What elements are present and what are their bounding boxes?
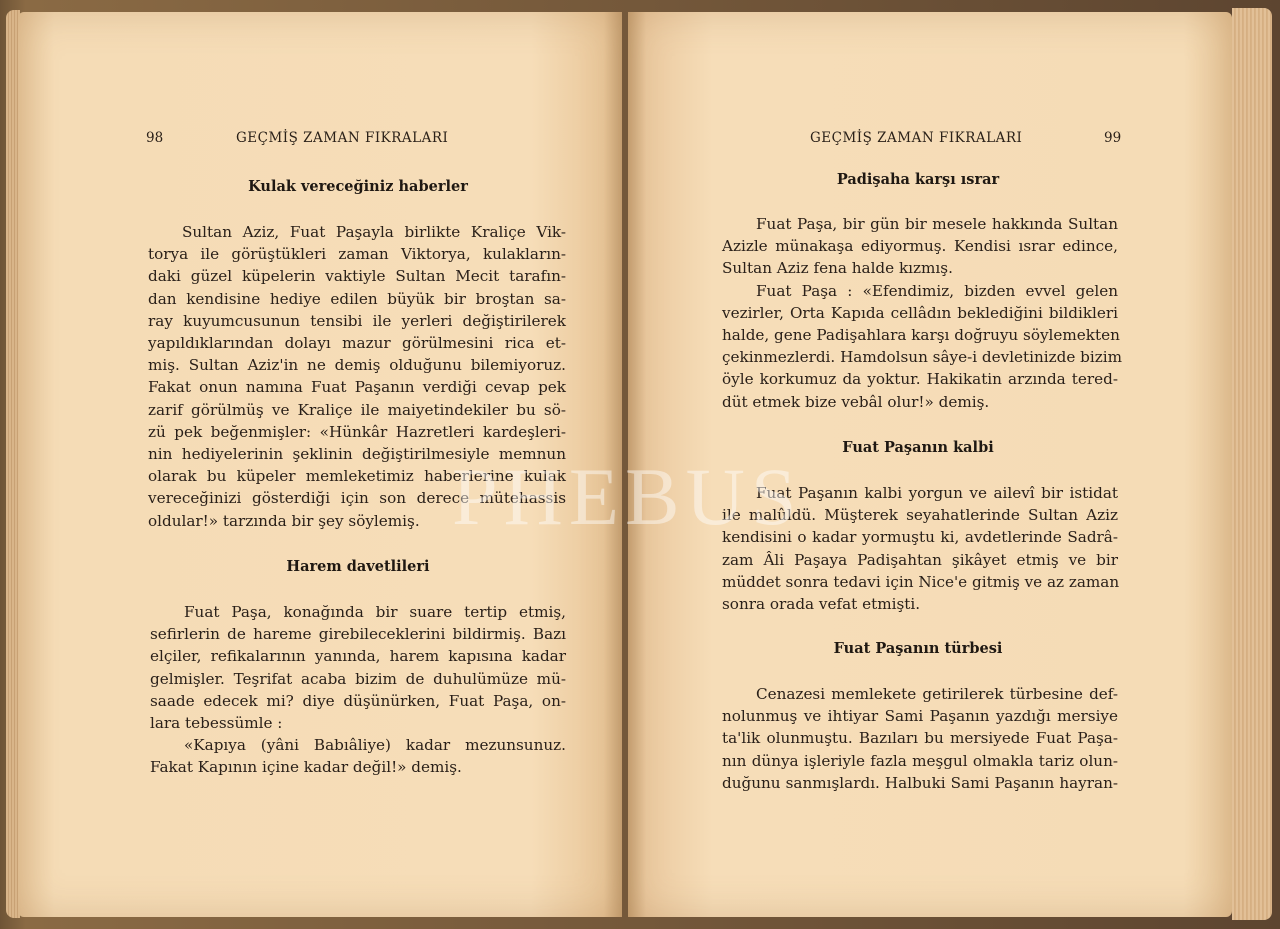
text-line: nin hediyelerinin şeklinin değiştirilmesiyle memnun bbox=[148, 445, 566, 464]
text-line: Sultan Aziz, Fuat Paşayla birlikte Kraliçe Vik- bbox=[182, 223, 566, 241]
text-line: halde, gene Padişahlara karşı doğruyu söylemekten bbox=[722, 326, 1120, 345]
text-line: duğunu sanmışlardı. Halbuki Sami Paşanın hayran- bbox=[722, 773, 1118, 792]
right-page-number: 99 bbox=[1104, 130, 1122, 146]
section-text bbox=[722, 213, 1123, 413]
left-page-number: 98 bbox=[146, 130, 164, 146]
section-heading: Harem davetlileri bbox=[286, 558, 430, 575]
text-line: olarak bu küpeler memleketimiz haberlerine kulak bbox=[148, 467, 566, 486]
text-line: kendisini o kadar yormuştu ki, avdetlerinde Sadrâ- bbox=[722, 528, 1118, 547]
text-line: Fakat Kapının içine kadar değil!» demiş. bbox=[150, 758, 462, 777]
text-line: Fuat Paşa : «Efendimiz, bizden evvel gelen bbox=[756, 281, 1118, 300]
text-line: zam Âli Paşaya Padişahtan şikâyet etmiş ve bir bbox=[722, 550, 1118, 569]
watermark: PHEBUS bbox=[452, 451, 803, 542]
text-line: vezirler, Orta Kapıda cellâdın beklediğini bildikleri bbox=[722, 303, 1118, 322]
text-line: miş. Sultan Aziz'in ne demiş olduğunu bilemiyoruz. bbox=[148, 356, 566, 375]
text-line: Fakat onun namına Fuat Paşanın verdiği cevap pek bbox=[148, 378, 566, 397]
text-line: sefirlerin de hareme girebileceklerini bildirmiş. Bazı bbox=[150, 625, 566, 644]
left-running-head: GEÇMİŞ ZAMAN FIKRALARI bbox=[236, 130, 449, 146]
text-line: daki güzel küpelerin vaktiyle Sultan Mecit tarafın- bbox=[148, 267, 566, 286]
text-line: vereceğinizi gösterdiği için son derece mütehassis bbox=[148, 489, 566, 508]
text-line: «Kapıya (yâni Babıâliye) kadar mezunsunuz. bbox=[184, 736, 566, 755]
text-line: elçiler, refikalarının yanında, harem kapısına kadar bbox=[150, 647, 566, 666]
text-line: dan kendisine hediye edilen büyük bir broştan sa- bbox=[148, 289, 566, 308]
text-line: düt etmek bize vebâl olur!» demiş. bbox=[722, 392, 990, 411]
section-text bbox=[722, 683, 1118, 794]
text-line: nın dünya işleriyle fazla meşgul olmakla tariz olun- bbox=[722, 751, 1118, 770]
text-line: Azizle münakaşa ediyormuş. Kendisi ısrar edince, bbox=[722, 237, 1118, 256]
text-line: zü pek beğenmişler: «Hünkâr Hazretleri kardeşleri- bbox=[148, 422, 566, 441]
text-line: müddet sonra tedavi için Nice'e gitmiş ve az zaman bbox=[722, 572, 1120, 591]
section-heading: Fuat Paşanın kalbi bbox=[842, 439, 994, 456]
text-line: nolunmuş ve ihtiyar Sami Paşanın yazdığı mersiye bbox=[722, 707, 1118, 726]
text-line: ta'lik olunmuştu. Bazıları bu mersiyede Fuat Paşa- bbox=[722, 729, 1118, 748]
section-heading: Padişaha karşı ısrar bbox=[836, 171, 1000, 188]
text-line: ray kuyumcusunun tensibi ile yerleri değiştirilerek bbox=[148, 311, 566, 330]
section-heading: Kulak vereceğiniz haberler bbox=[248, 178, 468, 195]
text-line: Sultan Aziz fena halde kızmış. bbox=[722, 259, 953, 278]
text-line: ile malûldü. Müşterek seyahatlerinde Sultan Aziz bbox=[722, 506, 1118, 525]
text-line: Fuat Paşa, bir gün bir mesele hakkında Sultan bbox=[756, 215, 1118, 233]
text-line: zarif görülmüş ve Kraliçe ile maiyetindekiler bu sö- bbox=[148, 400, 566, 419]
section-text bbox=[150, 601, 566, 779]
text-line: saade edecek mi? diye düşünürken, Fuat Paşa, on- bbox=[150, 691, 566, 710]
text-line: Fuat Paşa, konağında bir suare tertip etmiş, bbox=[184, 603, 566, 621]
text-line: sonra orada vefat etmişti. bbox=[722, 595, 921, 614]
text-line: Fuat Paşanın kalbi yorgun ve ailevî bir istidat bbox=[756, 484, 1118, 502]
text-line: lara tebessümle : bbox=[150, 714, 283, 733]
text-line: çekinmezlerdi. Hamdolsun sâye-i devletinizde bizim bbox=[722, 348, 1123, 367]
text-line: yapıldıklarından dolayı mazur görülmesini rica et- bbox=[148, 334, 566, 353]
text-line: öyle korkumuz da yoktur. Hakikatin arzında tered- bbox=[722, 370, 1118, 389]
text-line: Cenazesi memlekete getirilerek türbesine def- bbox=[756, 685, 1118, 703]
text-line: gelmişler. Teşrifat acaba bizim de duhulümüze mü- bbox=[150, 669, 566, 688]
section-heading: Fuat Paşanın türbesi bbox=[833, 640, 1003, 657]
text-line: torya ile görüştükleri zaman Viktorya, kulakların- bbox=[148, 245, 566, 264]
right-running-head: GEÇMİŞ ZAMAN FIKRALARI bbox=[810, 130, 1023, 146]
text-line: oldular!» tarzında bir şey söylemiş. bbox=[148, 511, 420, 530]
right-page-edges bbox=[1232, 8, 1272, 920]
